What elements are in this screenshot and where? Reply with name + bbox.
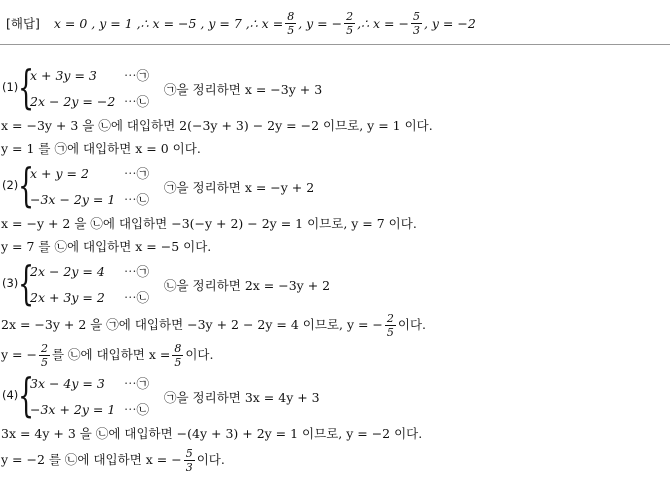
equation: x + y = 2 [30,166,89,181]
equation: x + 3y = 3 [30,68,97,83]
equation: 3x − 4y = 3 [30,376,105,391]
equation: 2x + 3y = 2 [30,290,105,305]
problem-number: (3) [2,276,19,290]
brace-icon: { [18,368,35,422]
solution-text: 2x = −3y + 2 을 ㉠에 대입하면 −3y + 2 − 2y = 4 이므로, y = − [1,317,383,332]
solution-body [0,62,670,475]
answer-text: ,∴ x = − [357,15,409,31]
equation: −3x + 2y = 1 [30,402,116,417]
equation-tag: ⋯㉡ [124,192,150,207]
brace-icon: { [18,256,35,310]
equation: 2x − 2y = −2 [30,94,116,109]
solution-line: y = 1 를 ㉠에 대입하면 x = 0 이다. [1,141,201,156]
answer-header [6,6,666,40]
fraction: $\frac{8}{5}$ [287,9,295,37]
divider [0,44,670,45]
fraction: $\frac{8}{5}$ [174,341,182,369]
solution-line [0,340,670,370]
answer-text: x = 0 , y = 1 ,∴ x = −5 , y = 7 ,∴ x = [53,15,284,31]
answer-label: [해답] [6,16,40,31]
arrange-text: ㉠을 정리하면 x = −3y + 3 [164,82,323,97]
solution-line [0,310,670,340]
solution-text: 이다. [185,347,214,362]
solution-line [0,445,670,475]
fraction: $\frac{5}{3}$ [412,9,420,37]
solution-line: 3x = 4y + 3 을 ㉡에 대입하면 −(4y + 3) + 2y = 1 이므로, y = −2 이다. [1,426,423,441]
equation-tag: ⋯㉠ [124,264,150,279]
fraction: $\frac{2}{5}$ [40,341,48,369]
solution-line: x = −3y + 3 을 ㉡에 대입하면 2(−3y + 3) − 2y = −2 이므로, y = 1 이다. [1,118,433,133]
equation-tag: ⋯㉡ [124,402,150,417]
answer-text: , y = − [298,15,343,31]
equation-system [0,62,670,114]
answer-text: , y = −2 [423,15,476,31]
arrange-text: ㉠을 정리하면 x = −y + 2 [164,180,315,195]
solution-text: 이다. [196,452,225,467]
arrange-text: ㉡을 정리하면 2x = −3y + 2 [164,278,331,293]
fraction: $\frac{5}{3}$ [185,446,193,474]
equation-tag: ⋯㉡ [124,290,150,305]
fraction: $\frac{2}{5}$ [346,9,354,37]
solution-line: x = −y + 2 을 ㉡에 대입하면 −3(−y + 2) − 2y = 1 이므로, y = 7 이다. [1,216,417,231]
equation-tag: ⋯㉠ [124,68,150,83]
brace-icon: { [18,158,35,212]
arrange-text: ㉠을 정리하면 3x = 4y + 3 [164,390,320,405]
equation-system [0,258,670,310]
solution-text: y = −2 를 ㉡에 대입하면 x = − [1,452,182,467]
brace-icon: { [18,60,35,114]
problem-number: (1) [2,80,19,94]
equation-tag: ⋯㉠ [124,376,150,391]
solution-text: y = − [1,347,37,362]
equation-system [0,370,670,422]
problem-number: (2) [2,178,19,192]
equation: −3x − 2y = 1 [30,192,116,207]
solution-text: 이다. [397,317,427,332]
solution-text: 를 ㉡에 대입하면 x = [51,347,171,362]
fraction: $\frac{2}{5}$ [386,311,394,339]
equation-tag: ⋯㉠ [124,166,150,181]
equation-tag: ⋯㉡ [124,94,150,109]
solution-line: y = 7 를 ㉡에 대입하면 x = −5 이다. [1,239,212,254]
equation: 2x − 2y = 4 [30,264,105,279]
equation-system [0,160,670,212]
problem-number: (4) [2,388,19,402]
